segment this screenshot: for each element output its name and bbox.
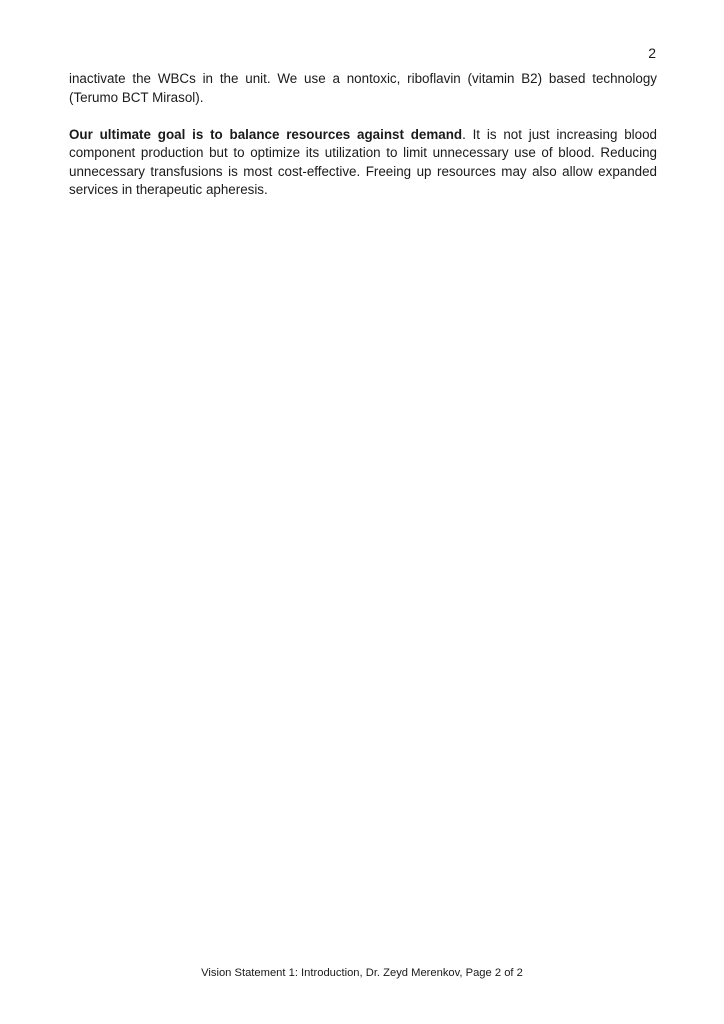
paragraph-1 [69, 70, 657, 107]
page-number: 2 [648, 45, 656, 61]
document-body [69, 70, 657, 218]
paragraph-2-text: . It is not just increasing blood component production but to optimize its utilization to limit unnecessary use of blood. Reducing unnecessary transfusions is most cost-effective. Freeing up resources may also allow expanded services in therapeutic apheresis. [69, 126, 657, 197]
paragraph-2-bold-lead: Our ultimate goal is to balance resources against demand [69, 126, 463, 142]
paragraph-2 [69, 126, 657, 200]
page-footer: Vision Statement 1: Introduction, Dr. Zeyd Merenkov, Page 2 of 2 [201, 967, 523, 979]
paragraph-1-text: inactivate the WBCs in the unit. We use a nontoxic, riboflavin (vitamin B2) based technology (Terumo BCT Mirasol). [69, 71, 657, 105]
